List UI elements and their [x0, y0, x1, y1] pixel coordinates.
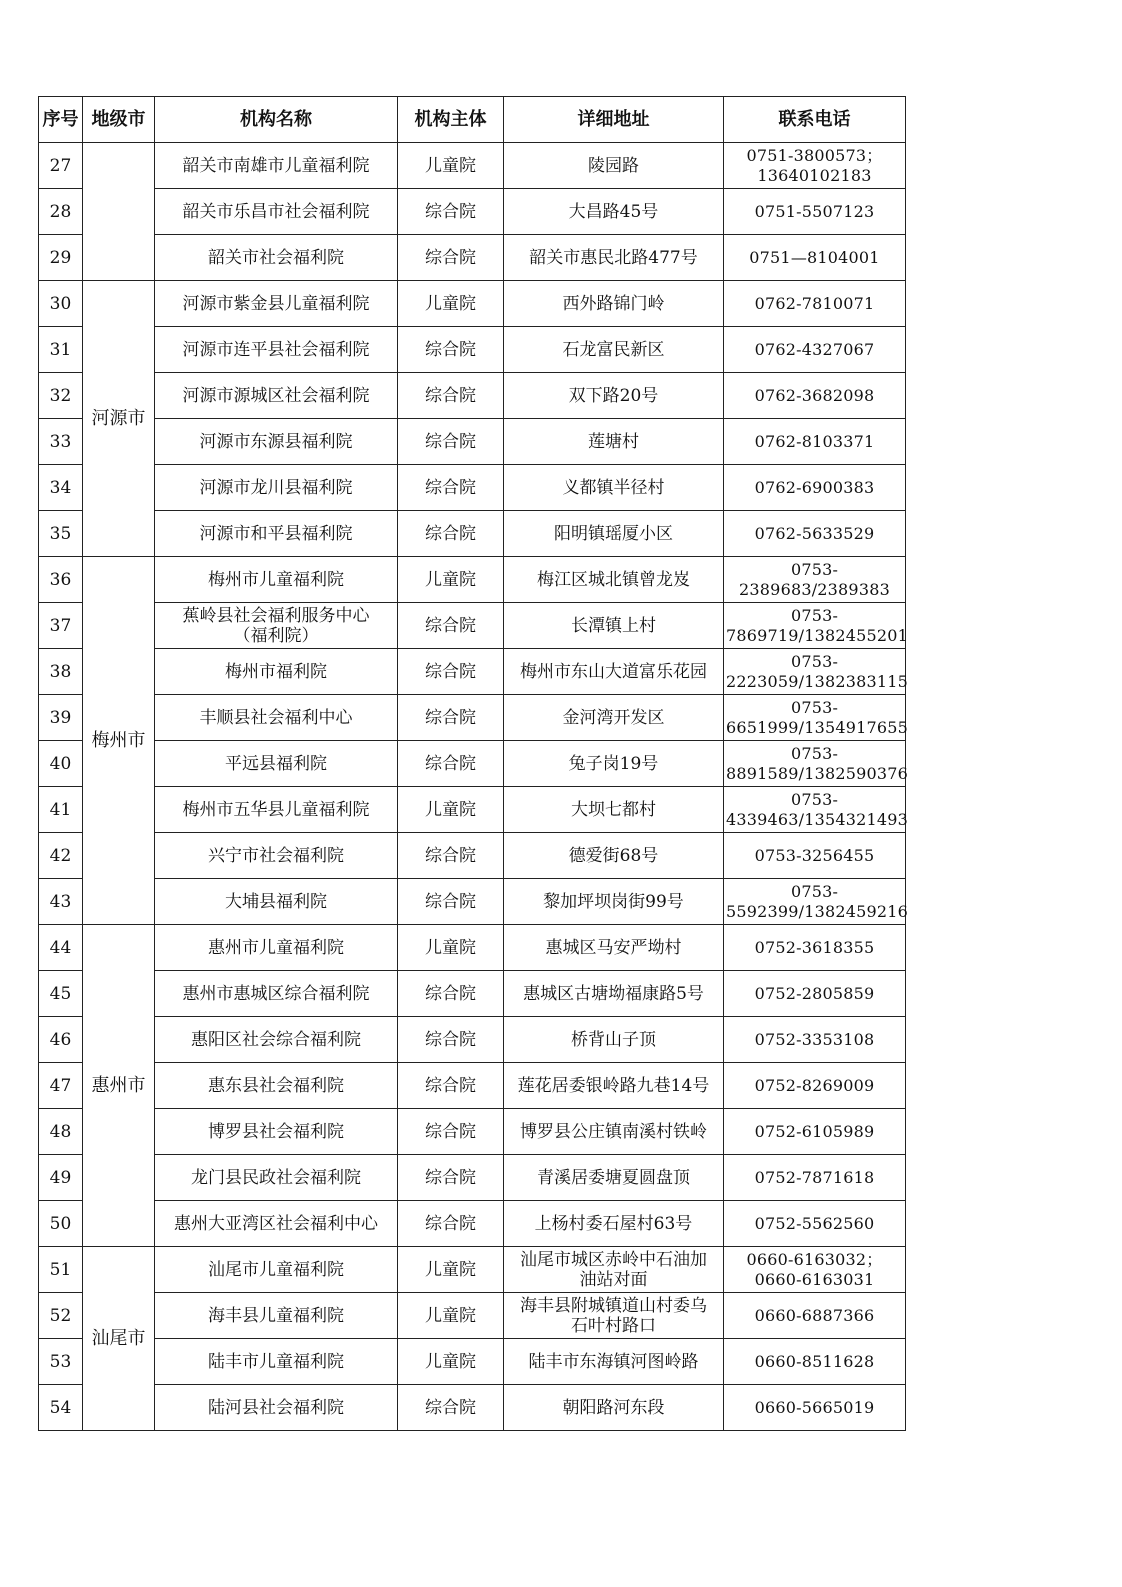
- header-city: 地级市: [83, 97, 155, 143]
- row-index: 34: [39, 465, 83, 511]
- table-row: [39, 695, 906, 741]
- table-row: [39, 1109, 906, 1155]
- institution-type: 儿童院: [398, 787, 504, 833]
- institution-name: 兴宁市社会福利院: [155, 833, 398, 879]
- institution-phone: 0762-8103371: [724, 419, 906, 465]
- institution-type: 综合院: [398, 465, 504, 511]
- row-index: 46: [39, 1017, 83, 1063]
- institution-address: 梅江区城北镇曾龙岌: [504, 557, 724, 603]
- institution-type: 儿童院: [398, 1247, 504, 1293]
- institution-type: 儿童院: [398, 925, 504, 971]
- institution-phone: 0660-6887366: [724, 1293, 906, 1339]
- header-type: 机构主体: [398, 97, 504, 143]
- institution-type: 综合院: [398, 373, 504, 419]
- institution-phone: 0660-5665019: [724, 1385, 906, 1431]
- institution-name: 河源市和平县福利院: [155, 511, 398, 557]
- table-body: [39, 143, 909, 1431]
- institution-phone: 0762-3682098: [724, 373, 906, 419]
- institution-phone: 0660-6163032； 0660-6163031: [724, 1247, 906, 1293]
- institution-address: 惠城区马安严坳村: [504, 925, 724, 971]
- institution-type: 综合院: [398, 419, 504, 465]
- institution-address: 博罗县公庄镇南溪村铁岭: [504, 1109, 724, 1155]
- institution-address: 大坝七都村: [504, 787, 724, 833]
- institution-phone: 0752-2805859: [724, 971, 906, 1017]
- institution-address: 上杨村委石屋村63号: [504, 1201, 724, 1247]
- institution-type: 综合院: [398, 879, 504, 925]
- row-index: 28: [39, 189, 83, 235]
- institution-name: 蕉岭县社会福利服务中心 （福利院）: [155, 603, 398, 649]
- institution-phone: 0753- 5592399/1382459216: [724, 879, 906, 925]
- table-row: [39, 833, 906, 879]
- institution-name: 平远县福利院: [155, 741, 398, 787]
- institution-name: 丰顺县社会福利中心: [155, 695, 398, 741]
- institution-type: 综合院: [398, 833, 504, 879]
- institution-address: 义都镇半径村: [504, 465, 724, 511]
- institution-name: 博罗县社会福利院: [155, 1109, 398, 1155]
- institution-address: 石龙富民新区: [504, 327, 724, 373]
- institution-type: 综合院: [398, 741, 504, 787]
- header-name: 机构名称: [155, 97, 398, 143]
- institution-address: 金河湾开发区: [504, 695, 724, 741]
- row-index: 42: [39, 833, 83, 879]
- institution-type: 综合院: [398, 649, 504, 695]
- institution-address: 兔子岗19号: [504, 741, 724, 787]
- institution-address: 梅州市东山大道富乐花园: [504, 649, 724, 695]
- institution-phone: 0752-5562560: [724, 1201, 906, 1247]
- institution-name: 河源市紫金县儿童福利院: [155, 281, 398, 327]
- table-row: [39, 1063, 906, 1109]
- row-index: 41: [39, 787, 83, 833]
- institution-name: 河源市源城区社会福利院: [155, 373, 398, 419]
- city-cell: 梅州市: [83, 557, 155, 925]
- institution-phone: 0752-3353108: [724, 1017, 906, 1063]
- row-index: 27: [39, 143, 83, 189]
- institution-type: 儿童院: [398, 143, 504, 189]
- row-index: 33: [39, 419, 83, 465]
- institution-type: 儿童院: [398, 281, 504, 327]
- institution-phone: 0751—8104001: [724, 235, 906, 281]
- institution-name: 惠州市儿童福利院: [155, 925, 398, 971]
- institution-address: 陵园路: [504, 143, 724, 189]
- institution-phone: 0752-8269009: [724, 1063, 906, 1109]
- institution-type: 综合院: [398, 511, 504, 557]
- city-cell: 惠州市: [83, 925, 155, 1247]
- institution-phone: 0753- 2389683/2389383: [724, 557, 906, 603]
- institution-name: 惠东县社会福利院: [155, 1063, 398, 1109]
- institution-phone: 0762-6900383: [724, 465, 906, 511]
- institution-phone: 0753- 6651999/1354917655: [724, 695, 906, 741]
- institution-address: 长潭镇上村: [504, 603, 724, 649]
- row-index: 38: [39, 649, 83, 695]
- table-row: [39, 235, 906, 281]
- institution-address: 莲塘村: [504, 419, 724, 465]
- header-index: 序号: [39, 97, 83, 143]
- institution-address: 黎加坪坝岗街99号: [504, 879, 724, 925]
- institution-name: 韶关市乐昌市社会福利院: [155, 189, 398, 235]
- institution-name: 河源市东源县福利院: [155, 419, 398, 465]
- institution-phone: 0751-3800573； 13640102183: [724, 143, 906, 189]
- table-row: [39, 373, 906, 419]
- institution-name: 梅州市福利院: [155, 649, 398, 695]
- institution-phone: 0752-7871618: [724, 1155, 906, 1201]
- row-index: 40: [39, 741, 83, 787]
- institution-name: 惠阳区社会综合福利院: [155, 1017, 398, 1063]
- institution-name: 海丰县儿童福利院: [155, 1293, 398, 1339]
- row-index: 47: [39, 1063, 83, 1109]
- institution-phone: 0753- 4339463/1354321493: [724, 787, 906, 833]
- institution-address: 德爱街68号: [504, 833, 724, 879]
- institution-address: 西外路锦门岭: [504, 281, 724, 327]
- row-index: 44: [39, 925, 83, 971]
- row-index: 37: [39, 603, 83, 649]
- row-index: 35: [39, 511, 83, 557]
- table-row: [39, 1155, 906, 1201]
- row-index: 43: [39, 879, 83, 925]
- institution-address: 海丰县附城镇道山村委乌 石叶村路口: [504, 1293, 724, 1339]
- institution-type: 儿童院: [398, 1339, 504, 1385]
- city-cell: 河源市: [83, 281, 155, 557]
- institution-type: 综合院: [398, 1201, 504, 1247]
- institution-address: 汕尾市城区赤岭中石油加 油站对面: [504, 1247, 724, 1293]
- row-index: 31: [39, 327, 83, 373]
- institution-phone: 0762-5633529: [724, 511, 906, 557]
- table-row: [39, 1247, 906, 1293]
- institution-name: 韶关市社会福利院: [155, 235, 398, 281]
- institution-address: 陆丰市东海镇河图岭路: [504, 1339, 724, 1385]
- table-row: [39, 511, 906, 557]
- table-header-row: [39, 97, 906, 143]
- header-phone: 联系电话: [724, 97, 906, 143]
- table-row: [39, 971, 906, 1017]
- institution-address: 桥背山子顶: [504, 1017, 724, 1063]
- table-row: [39, 1201, 906, 1247]
- city-cell: 汕尾市: [83, 1247, 155, 1431]
- row-index: 39: [39, 695, 83, 741]
- institution-phone: 0751-5507123: [724, 189, 906, 235]
- institution-phone: 0660-8511628: [724, 1339, 906, 1385]
- table-row: [39, 143, 906, 189]
- institution-phone: 0752-6105989: [724, 1109, 906, 1155]
- institution-name: 大埔县福利院: [155, 879, 398, 925]
- table-row: [39, 465, 906, 511]
- table-row: [39, 189, 906, 235]
- row-index: 53: [39, 1339, 83, 1385]
- table-row: [39, 787, 906, 833]
- institution-name: 惠州大亚湾区社会福利中心: [155, 1201, 398, 1247]
- institution-name: 河源市龙川县福利院: [155, 465, 398, 511]
- institution-address: 莲花居委银岭路九巷14号: [504, 1063, 724, 1109]
- institution-type: 综合院: [398, 235, 504, 281]
- table-row: [39, 1339, 906, 1385]
- row-index: 45: [39, 971, 83, 1017]
- table-row: [39, 741, 906, 787]
- table-row: [39, 925, 906, 971]
- table-row: [39, 327, 906, 373]
- institution-type: 综合院: [398, 695, 504, 741]
- table-row: [39, 603, 906, 649]
- institution-type: 综合院: [398, 1155, 504, 1201]
- institution-address: 惠城区古塘坳福康路5号: [504, 971, 724, 1017]
- institution-phone: 0753-3256455: [724, 833, 906, 879]
- institution-type: 综合院: [398, 1109, 504, 1155]
- row-index: 36: [39, 557, 83, 603]
- institution-address: 双下路20号: [504, 373, 724, 419]
- table-row: [39, 1385, 906, 1431]
- institution-phone: 0752-3618355: [724, 925, 906, 971]
- row-index: 48: [39, 1109, 83, 1155]
- institution-name: 韶关市南雄市儿童福利院: [155, 143, 398, 189]
- institution-name: 梅州市五华县儿童福利院: [155, 787, 398, 833]
- institution-type: 综合院: [398, 189, 504, 235]
- table-row: [39, 1293, 906, 1339]
- row-index: 54: [39, 1385, 83, 1431]
- institution-name: 梅州市儿童福利院: [155, 557, 398, 603]
- institution-name: 陆丰市儿童福利院: [155, 1339, 398, 1385]
- institution-phone: 0762-4327067: [724, 327, 906, 373]
- institution-type: 综合院: [398, 327, 504, 373]
- institution-address: 韶关市惠民北路477号: [504, 235, 724, 281]
- institution-type: 综合院: [398, 603, 504, 649]
- institution-name: 龙门县民政社会福利院: [155, 1155, 398, 1201]
- institution-type: 儿童院: [398, 1293, 504, 1339]
- institution-name: 汕尾市儿童福利院: [155, 1247, 398, 1293]
- row-index: 51: [39, 1247, 83, 1293]
- institution-table: [38, 96, 909, 1431]
- institution-type: 综合院: [398, 1385, 504, 1431]
- row-index: 50: [39, 1201, 83, 1247]
- institution-address: 大昌路45号: [504, 189, 724, 235]
- institution-address: 青溪居委塘夏圆盘顶: [504, 1155, 724, 1201]
- row-index: 32: [39, 373, 83, 419]
- header-address: 详细地址: [504, 97, 724, 143]
- city-cell: [83, 143, 155, 281]
- row-index: 49: [39, 1155, 83, 1201]
- institution-address: 阳明镇瑶厦小区: [504, 511, 724, 557]
- institution-phone: 0753- 2223059/1382383115: [724, 649, 906, 695]
- row-index: 29: [39, 235, 83, 281]
- institution-name: 河源市连平县社会福利院: [155, 327, 398, 373]
- institution-type: 综合院: [398, 1017, 504, 1063]
- institution-name: 惠州市惠城区综合福利院: [155, 971, 398, 1017]
- institution-type: 综合院: [398, 971, 504, 1017]
- institution-phone: 0753- 8891589/1382590376: [724, 741, 906, 787]
- row-index: 30: [39, 281, 83, 327]
- institution-type: 儿童院: [398, 557, 504, 603]
- institution-name: 陆河县社会福利院: [155, 1385, 398, 1431]
- row-index: 52: [39, 1293, 83, 1339]
- table-row: [39, 879, 906, 925]
- table-row: [39, 419, 906, 465]
- institution-phone: 0753- 7869719/1382455201: [724, 603, 906, 649]
- table-row: [39, 1017, 906, 1063]
- table-row: [39, 281, 906, 327]
- table-row: [39, 649, 906, 695]
- institution-type: 综合院: [398, 1063, 504, 1109]
- institution-address: 朝阳路河东段: [504, 1385, 724, 1431]
- table-row: [39, 557, 906, 603]
- institution-phone: 0762-7810071: [724, 281, 906, 327]
